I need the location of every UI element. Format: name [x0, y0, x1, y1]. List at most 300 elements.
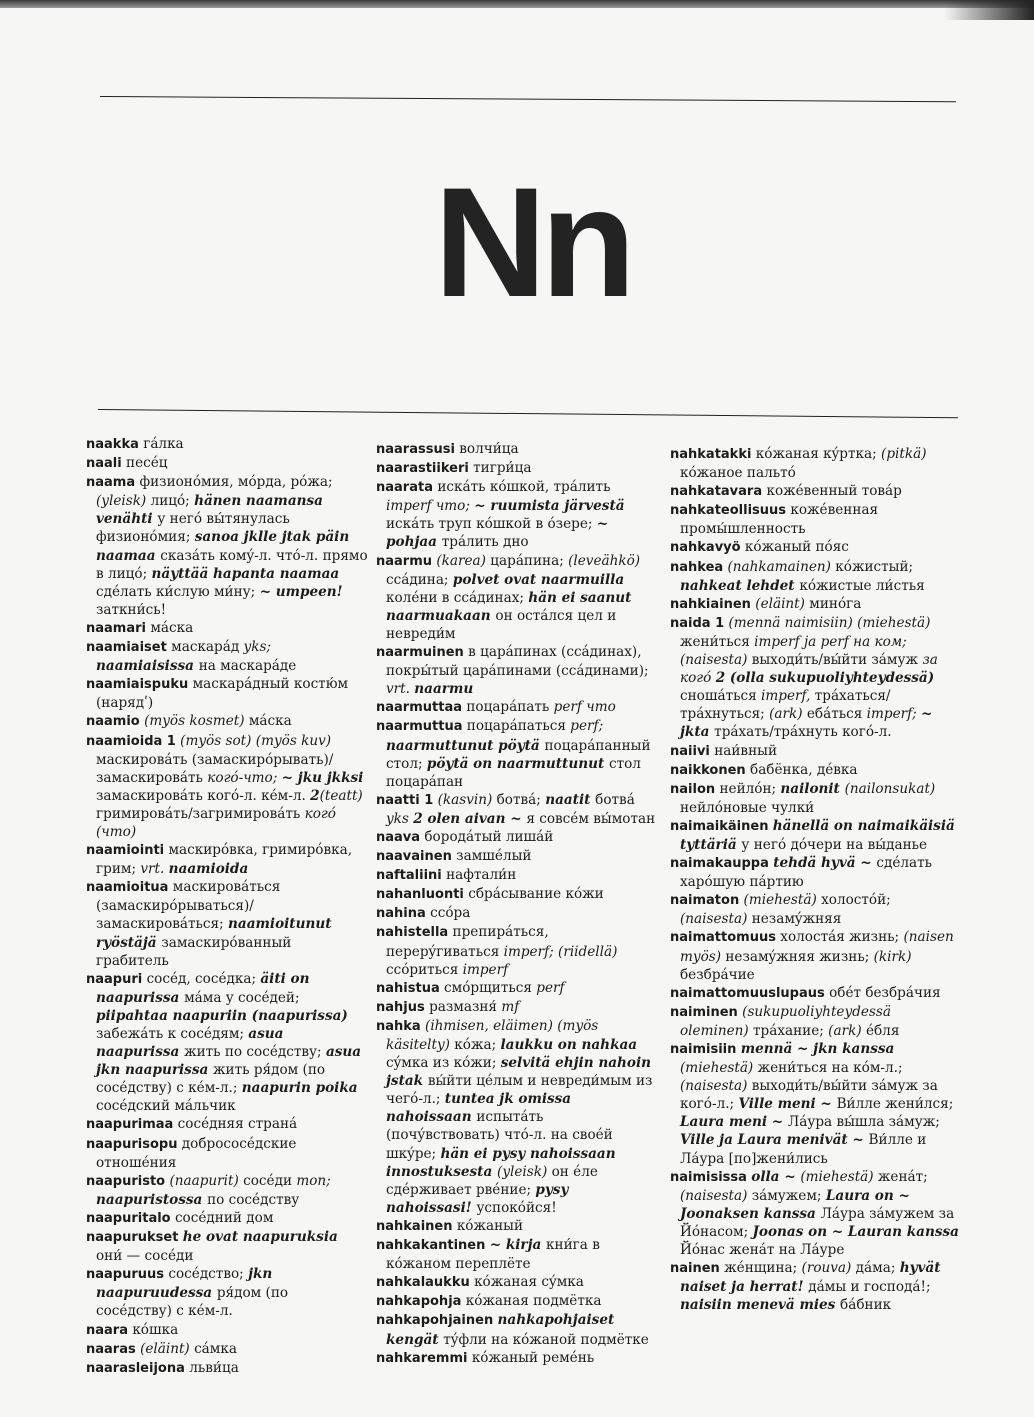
- example-phrase: pysy nahoissasi!: [386, 1181, 569, 1216]
- translation: заткни́сь!: [96, 601, 167, 618]
- example-phrase: Joonas on ~ Lauran kanssa: [752, 1223, 959, 1240]
- translation: холостáя жизнь;: [780, 929, 904, 946]
- dictionary-entry: [376, 1273, 658, 1292]
- example-phrase: naamiaisissa: [96, 658, 199, 675]
- translation: замшéлый: [456, 848, 532, 865]
- translation: минóга: [809, 595, 862, 612]
- translation: маскировáться (замаскирóрываться)/замаскировáться;: [96, 879, 281, 933]
- headword: naapuruus: [86, 1267, 165, 1283]
- example-phrase: nahkeat lehdet: [680, 577, 800, 594]
- dictionary-entry: [670, 761, 960, 780]
- example-phrase: ~ ruumista järvestä: [474, 498, 625, 515]
- column-2: [376, 440, 658, 1368]
- dictionary-entry: [376, 1349, 658, 1368]
- headword: nahkapohja: [376, 1294, 462, 1310]
- example-phrase: naapurin poika: [241, 1080, 358, 1097]
- translation: холостóй;: [821, 892, 891, 909]
- dictionary-entry: [376, 1217, 658, 1236]
- translation: льви́ца: [189, 1359, 239, 1376]
- example-phrase: tehdä hyvä ~: [773, 855, 877, 872]
- usage-label: (ark): [828, 1022, 866, 1039]
- dictionary-entry: [86, 878, 368, 969]
- translation: кóжаное пальтó: [680, 465, 796, 482]
- translation: сказáть комý-л. чтó-л. прямо в лицó;: [96, 547, 368, 582]
- translation: Ви́лле жени́лся;: [836, 1096, 954, 1113]
- headword: nahkakantinen: [376, 1238, 486, 1254]
- translation: кóжистые ли́стья: [799, 577, 925, 594]
- headword: nahkainen: [376, 1218, 453, 1234]
- translation: кóжаный ремéнь: [471, 1349, 595, 1366]
- translation: маскарáд: [171, 639, 244, 656]
- example-phrase: naatit: [545, 791, 596, 808]
- headword: naava: [376, 829, 421, 845]
- usage-label: yks: [386, 810, 414, 827]
- example-phrase: ~ kirja: [489, 1237, 547, 1254]
- dictionary-entry: [376, 791, 658, 828]
- translation: кóжаная кýртка;: [755, 446, 882, 462]
- headword: nahkavyö: [670, 540, 741, 556]
- translation: добрососéдские отношéния: [96, 1135, 297, 1171]
- example-phrase: laukku on nahkaa: [500, 1037, 638, 1053]
- scan-corner-shadow: [944, 0, 1034, 20]
- translation: кóжистый;: [835, 558, 914, 575]
- dictionary-entry: [670, 1003, 960, 1040]
- translation: выходи́ть/вы́йти зáмуж за когó-л.;: [680, 1078, 938, 1113]
- dictionary-entry: [670, 780, 960, 817]
- headword: naarassusi: [376, 442, 455, 457]
- translation: тигри́ца: [473, 460, 532, 477]
- headword: nahistella: [376, 925, 449, 941]
- example-phrase: näyttää hapanta naamaa: [151, 565, 340, 582]
- dictionary-entry: [86, 712, 368, 731]
- headword: naamio: [86, 714, 140, 730]
- usage-label: (mennä naimisiin) (miehestä): [728, 614, 931, 631]
- headword: naamari: [86, 620, 146, 636]
- headword: naakka: [86, 437, 139, 452]
- translation: незамýжняя: [751, 911, 842, 928]
- translation: éбля: [865, 1022, 900, 1039]
- translation: смóрщиться: [444, 979, 537, 996]
- dictionary-entry: [670, 538, 960, 557]
- usage-label: (kirk): [873, 948, 912, 965]
- translation: у негó вы́тянулась физионóмия;: [96, 511, 290, 546]
- headword: naikkonen: [670, 762, 746, 778]
- usage-label: imperf: [462, 961, 509, 978]
- dictionary-entry: [670, 742, 960, 761]
- example-phrase: he ovat naapuruksia: [182, 1229, 338, 1246]
- example-phrase: ~ jku jkksi: [281, 769, 364, 786]
- usage-label: (eläint): [140, 1340, 195, 1357]
- translation: тýфли на кóжаной подмётке: [443, 1331, 649, 1348]
- dictionary-entry: [376, 1236, 658, 1273]
- translation: сосéди: [243, 1172, 297, 1189]
- usage-label: (rouva): [801, 1260, 856, 1277]
- translation: вы́йти цéлым и невреди́мым из чегó-л.;: [386, 1073, 653, 1108]
- usage-label: (pitkä): [881, 446, 927, 462]
- translation: трáхание;: [753, 1022, 829, 1039]
- dictionary-entry: [670, 558, 960, 595]
- usage-label: vrt.: [386, 681, 415, 698]
- translation: Ви́лле и Лáура [по]жени́лись: [680, 1132, 927, 1167]
- dictionary-entry: [86, 473, 368, 619]
- translation: дáмы и господá!;: [808, 1279, 931, 1296]
- usage-label: (naisesta): [680, 911, 752, 928]
- translation: искáть труп кóшкой в óзере;: [386, 516, 597, 533]
- translation: физионóмия, мóрда, рóжа;: [139, 474, 333, 491]
- translation: испытáть (почýвствовать) чтó-л. на своéй шкýре;: [386, 1109, 613, 1162]
- headword: naimaikäinen: [670, 818, 769, 834]
- example-phrase: naarmu: [414, 681, 474, 698]
- headword: naapuri: [86, 971, 143, 987]
- dictionary-entry: [86, 970, 368, 1116]
- translation: размазня́: [429, 998, 502, 1015]
- headword: naarmu: [376, 553, 433, 569]
- section-letter: Nn: [434, 156, 630, 330]
- dictionary-entry: [670, 482, 960, 501]
- translation: успокóйся!: [476, 1199, 557, 1216]
- translation: он éле сдéрживает рвéние;: [386, 1163, 598, 1198]
- dictionary-entry: [86, 841, 368, 878]
- dictionary-entry: [376, 459, 658, 478]
- translation: забежáть к сосéдям;: [96, 1026, 249, 1042]
- translation: стол поцарáпан: [386, 755, 641, 790]
- translation: Лáура зáмужем за Йóнасом;: [680, 1205, 955, 1240]
- headword: naapuristo: [86, 1173, 166, 1189]
- dictionary-entry: [670, 1168, 960, 1259]
- example-phrase: olla ~: [751, 1168, 801, 1185]
- dictionary-entry: [670, 817, 960, 854]
- scan-top-edge: [0, 0, 1034, 8]
- dictionary-entry: [670, 501, 960, 538]
- dictionary-entry: [86, 1340, 368, 1359]
- translation: по сосéдству: [207, 1191, 300, 1208]
- headword: naaras: [86, 1341, 136, 1357]
- dictionary-entry: [376, 1292, 658, 1311]
- translation: трáхать/трáхнуть когó-л.: [714, 724, 892, 741]
- headword: naamiointi: [86, 843, 165, 859]
- dictionary-entry: [670, 984, 960, 1003]
- headword: naali: [86, 456, 122, 472]
- headword: nahka: [376, 1018, 421, 1034]
- usage-label: (myös kosmet): [144, 713, 249, 730]
- example-phrase: jkn naapuruudessa: [96, 1266, 273, 1302]
- translation: маскарáдный костю́м (нарядʹ): [96, 676, 349, 712]
- translation: сдéлать ки́слую ми́ну;: [96, 583, 260, 600]
- usage-label: imperf,: [761, 688, 815, 705]
- translation: трáхаться/трáхнуться;: [680, 688, 891, 723]
- usage-label: (naisen myös): [680, 929, 954, 965]
- translation: искáть кóшкой, трáлить: [437, 479, 611, 496]
- translation: сдéлать харóшую пáртию: [680, 855, 933, 891]
- dictionary-entry: [86, 435, 368, 454]
- usage-label: за когó: [680, 652, 938, 687]
- translation: кожéвенная промы́шленность: [680, 502, 879, 538]
- usage-label: imperf что;: [386, 498, 475, 515]
- usage-label: mf: [501, 998, 520, 1015]
- translation: сосéдний дом: [174, 1209, 274, 1226]
- translation: маскирóвка, гримирóвка, грим;: [96, 842, 353, 878]
- example-phrase: pöytä on naarmuttunut: [426, 755, 609, 772]
- translation: жить по сосéдству;: [184, 1044, 326, 1061]
- usage-label: imperf; (riidellä): [503, 943, 618, 960]
- headword: naapuritalo: [86, 1210, 171, 1226]
- usage-label: yks;: [243, 639, 272, 656]
- usage-label: (ark): [769, 706, 807, 723]
- dictionary-entry: [86, 1359, 368, 1378]
- usage-label: perf: [536, 979, 565, 996]
- headword: naarmuttaa: [376, 700, 462, 716]
- translation: сáмка: [194, 1340, 237, 1357]
- example-phrase: asua jkn naapurissa: [96, 1044, 362, 1079]
- translation: поцарáпаться: [466, 718, 571, 735]
- translation: наи́вный: [714, 742, 778, 759]
- translation: нафтали́н: [446, 867, 517, 884]
- translation: ботвá: [595, 791, 635, 808]
- translation: бородáтый лишáй: [424, 828, 554, 845]
- example-phrase: selvitä ehjin nahoin jstak: [386, 1055, 652, 1090]
- dictionary-entry: [86, 1265, 368, 1320]
- example-phrase: hän ei saanut naarmuakaan: [386, 589, 632, 624]
- translation: кни́га в кóжаном переплёте: [386, 1237, 600, 1273]
- example-phrase: naamioida: [168, 861, 249, 878]
- usage-label: (naisesta): [680, 1187, 752, 1204]
- usage-label: (ihmisen, eläimen) (myös käsitelty): [386, 1017, 599, 1053]
- headword: naida 1: [670, 615, 725, 631]
- usage-label: (eläint): [755, 595, 810, 612]
- dictionary-entry: [86, 638, 368, 675]
- dictionary-entry: [86, 619, 368, 638]
- usage-label: когó (что): [96, 805, 336, 840]
- translation: у негó дóчери на вы́данье: [741, 836, 928, 853]
- usage-label: (yleisk): [96, 493, 151, 510]
- headword: naamiaispuku: [86, 677, 189, 693]
- dictionary-entry: [86, 732, 368, 842]
- dictionary-entry: [376, 478, 658, 551]
- translation: замаскирóванный грабитель: [96, 934, 292, 969]
- usage-label: (nahkamainen): [727, 558, 836, 575]
- dictionary-entry: [670, 928, 960, 983]
- headword: nahkaremmi: [376, 1350, 468, 1366]
- example-phrase: hän ei pysy nahoissaan innostuksesta: [386, 1145, 616, 1180]
- headword: naara: [86, 1322, 128, 1338]
- dictionary-entry: [86, 1209, 368, 1228]
- translation: волчи́ца: [459, 441, 519, 457]
- dictionary-entry: [376, 866, 658, 885]
- translation: лицó;: [150, 493, 195, 510]
- translation: гримировáть/загримировáть: [96, 805, 305, 822]
- headword: nahkapohjainen: [376, 1313, 494, 1329]
- headword: nahanluonti: [376, 887, 464, 903]
- example-phrase: naisiin menevä mies: [680, 1297, 841, 1314]
- dictionary-entry: [670, 614, 960, 742]
- column-1: [86, 435, 368, 1378]
- translation: жéнщина;: [724, 1260, 802, 1277]
- dictionary-entry: [376, 698, 658, 717]
- dictionary-entry: [86, 675, 368, 712]
- usage-label: (miehestä): [800, 1168, 878, 1185]
- headword: nahina: [376, 906, 426, 922]
- dictionary-entry: [670, 1040, 960, 1168]
- translation: ботвá;: [496, 791, 546, 808]
- translation: зáмужем;: [751, 1187, 826, 1204]
- usage-label: imperf;: [866, 706, 922, 723]
- translation: кóжаная подмётка: [465, 1293, 602, 1310]
- translation: ссóра: [430, 905, 471, 922]
- translation: колéни в ссáдинах;: [386, 589, 529, 606]
- headword: nahkatavara: [670, 484, 763, 500]
- translation: поцарáпанный стол;: [386, 737, 651, 772]
- translation: бабёнка, дéвка: [750, 761, 858, 778]
- example-phrase: tuntea jk omissa nahoissaan: [386, 1091, 572, 1126]
- translation: ссóриться: [386, 961, 463, 978]
- translation: бáбник: [840, 1297, 892, 1314]
- usage-label: (yleisk): [497, 1163, 552, 1180]
- usage-label: mon;: [296, 1172, 331, 1189]
- translation: мáска: [248, 713, 292, 730]
- dictionary-entry: [376, 979, 658, 998]
- translation: жени́ться: [680, 633, 755, 650]
- translation: я совсéм вы́мотан: [526, 810, 656, 827]
- dictionary-entry: [670, 854, 960, 891]
- headword: nainen: [670, 1261, 720, 1277]
- headword: nahkateollisuus: [670, 503, 787, 519]
- headword: naiivi: [670, 743, 710, 759]
- headword: naatti 1: [376, 792, 434, 808]
- usage-label: (karea): [436, 552, 491, 569]
- translation: мáма у сосéдей;: [184, 989, 300, 1006]
- example-phrase: Ville ja Laura menivät ~: [680, 1132, 869, 1149]
- dictionary-entry: [670, 445, 960, 482]
- translation: сосéдняя странá: [177, 1116, 298, 1133]
- usage-label: imperf ja perf на ком; (naisesta): [680, 633, 907, 669]
- usage-label: (sukupuoliyhteydessä oleminen): [680, 1003, 891, 1039]
- dictionary-entry: [376, 885, 658, 904]
- translation: трáлить дно: [441, 534, 529, 551]
- translation: сбрáсывание кóжи: [468, 886, 604, 903]
- translation: кожéвенный товáр: [766, 483, 902, 500]
- translation: ебáться: [806, 706, 867, 723]
- translation: они́ — сосéди: [96, 1248, 194, 1265]
- headword: nahkatakki: [670, 447, 752, 462]
- example-phrase: Ville meni ~: [738, 1096, 837, 1113]
- dictionary-entry: [376, 998, 658, 1017]
- example-phrase: 2 (olla sukupuoliyhteydessä): [715, 670, 935, 687]
- headword: naarata: [376, 480, 433, 496]
- usage-label: (miehestä): [680, 1060, 758, 1077]
- translation: кóжа;: [454, 1037, 501, 1053]
- usage-label: vrt.: [140, 861, 169, 878]
- translation: женáт;: [877, 1168, 928, 1185]
- headword: nahkiainen: [670, 596, 751, 612]
- translation: кóжаный: [456, 1217, 524, 1234]
- dictionary-entry: [670, 595, 960, 614]
- translation: замаскировáть когó-л. кéм-л.: [96, 787, 311, 804]
- column-3: [670, 445, 960, 1314]
- dictionary-entry: [376, 904, 658, 923]
- dictionary-entry: [376, 440, 658, 459]
- translation: выходи́ть/вы́йти зáмуж: [751, 652, 923, 669]
- dictionary-entry: [670, 1259, 960, 1314]
- headword: naimaton: [670, 893, 740, 909]
- headword: naamiaiset: [86, 640, 167, 656]
- headword: nahjus: [376, 999, 425, 1015]
- usage-label: (teatt): [319, 787, 363, 804]
- translation: мáска: [150, 619, 194, 636]
- dictionary-entry: [376, 1017, 658, 1217]
- usage-label: (naisesta): [680, 1078, 752, 1095]
- example-phrase: naarmuttunut pöytä: [386, 737, 545, 754]
- example-phrase: hyvät naiset ja herrat!: [680, 1260, 941, 1296]
- dictionary-entry: [376, 717, 658, 790]
- translation: на маскарáде: [198, 658, 297, 675]
- translation: сношáться: [680, 688, 762, 705]
- usage-label: perf что: [553, 699, 616, 716]
- translation: ссáдина;: [386, 571, 453, 588]
- headword: naftaliini: [376, 868, 442, 884]
- example-phrase: polvet ovat naarmuilla: [452, 571, 625, 588]
- headword: naama: [86, 475, 136, 491]
- sense-number: 2: [310, 787, 320, 804]
- example-phrase: nailonit: [780, 780, 845, 797]
- headword: nailon: [670, 781, 716, 797]
- translation: кóжаный пóяс: [744, 539, 849, 556]
- headword: naapurimaa: [86, 1117, 174, 1133]
- dictionary-entry: [376, 923, 658, 978]
- usage-label: когó-что;: [207, 769, 282, 786]
- translation: незамýжняя жизнь;: [725, 948, 874, 965]
- example-phrase: mennä ~ jkn kanssa: [740, 1041, 895, 1057]
- translation: жить ря́дом (по сосéдству) с кéм-л.;: [96, 1062, 326, 1097]
- example-phrase: ~ pohjaa: [386, 516, 609, 551]
- translation: кóжаная сýмка: [474, 1274, 584, 1291]
- headword: naarastiikeri: [376, 461, 469, 477]
- translation: гáлка: [143, 436, 184, 452]
- example-phrase: sanoa jklle jtak päin naamaa: [96, 529, 350, 564]
- headword: naimisissa: [670, 1169, 747, 1185]
- headword: naavainen: [376, 849, 452, 865]
- usage-label: (naapurit): [169, 1172, 244, 1189]
- dictionary-entry: [376, 643, 658, 698]
- section-rule: [98, 409, 958, 418]
- example-phrase: hänellä on naimaikäisiä tyttäriä: [680, 817, 955, 853]
- headword: naarmuinen: [376, 645, 464, 661]
- translation: Йóнас женáт на Лáуре: [680, 1242, 845, 1259]
- example-phrase: äiti on naapurissa: [96, 970, 310, 1006]
- translation: дáма;: [855, 1260, 900, 1277]
- example-phrase: hänen naamansa venähti: [96, 493, 323, 528]
- headword: naimattomuus: [670, 930, 776, 946]
- dictionary-entry: [86, 1135, 368, 1172]
- translation: царáпина;: [490, 552, 569, 569]
- translation: обéт безбрáчия: [829, 984, 941, 1001]
- headword: naapurisopu: [86, 1136, 178, 1152]
- example-phrase: Laura on ~ Joonaksen kanssa: [680, 1187, 910, 1222]
- translation: Лáура вы́шла зáмуж;: [787, 1114, 940, 1131]
- usage-label: (miehestä): [743, 892, 822, 909]
- translation: жени́ться на кóм-л.;: [757, 1060, 903, 1077]
- translation: он остáлся цел и невреди́м: [386, 607, 617, 642]
- usage-label: (leveähkö): [568, 552, 641, 569]
- translation: препирáться, перерýгиваться: [386, 924, 549, 960]
- translation: нейлóновые чулки́: [680, 799, 815, 816]
- example-phrase: asua naapurissa: [96, 1026, 284, 1061]
- translation: маскировáть (замаскирóрывать)/замаскировáть: [96, 751, 334, 786]
- usage-label: (kasvin): [437, 791, 497, 808]
- headword: naapurukset: [86, 1230, 179, 1246]
- translation: нейлóн;: [719, 780, 781, 797]
- headword: naarmuttua: [376, 719, 463, 735]
- headword: naimattomuuslupaus: [670, 985, 825, 1001]
